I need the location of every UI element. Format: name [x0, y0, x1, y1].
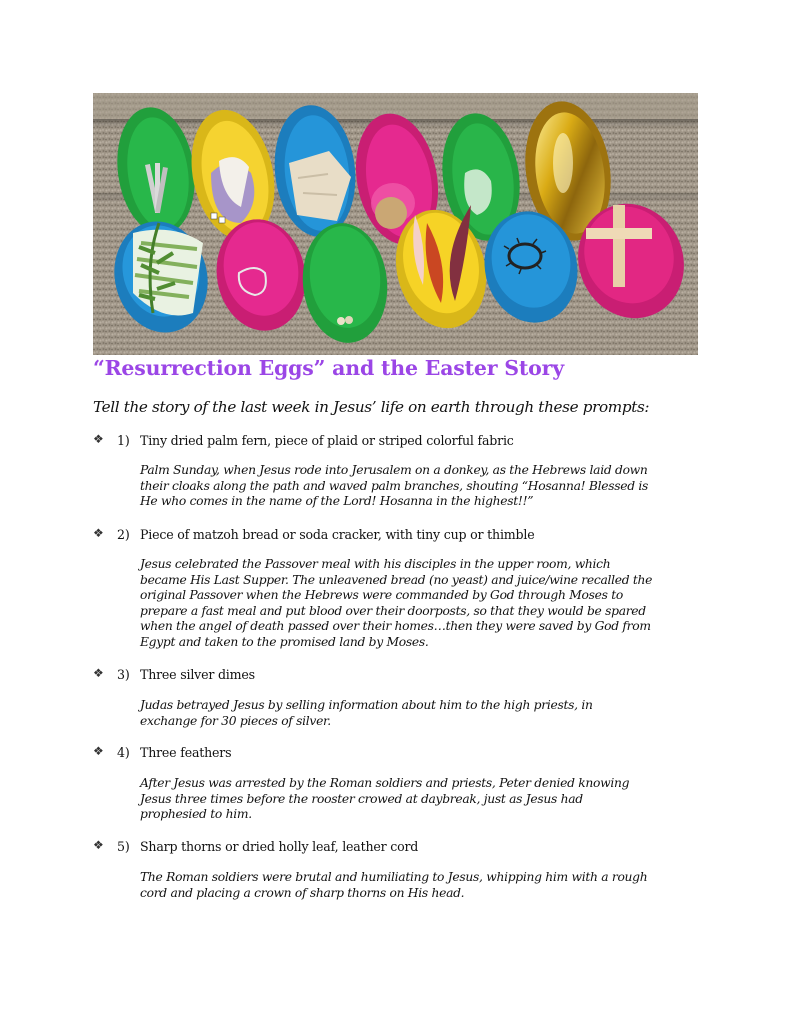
item-label: Sharp thorns or dried holly leaf, leather cord: [140, 839, 419, 854]
item-number: 1): [117, 433, 130, 448]
resurrection-eggs-photo: [93, 93, 698, 355]
description-line: Egypt and taken to the promised land by Moses.: [140, 634, 429, 649]
prompt-item-header: [93, 745, 713, 765]
page-title: “Resurrection Eggs” and the Easter Story: [93, 356, 564, 380]
prompt-item: [93, 432, 713, 509]
diamond-bullet-icon: ❖: [93, 526, 104, 540]
diamond-bullet-icon: ❖: [93, 744, 104, 758]
item-description: [140, 557, 705, 651]
item-label: Piece of matzoh bread or soda cracker, with tiny cup or thimble: [140, 527, 535, 542]
item-number: 5): [117, 839, 130, 854]
item-number: 3): [117, 667, 130, 682]
prompt-item: [93, 744, 713, 822]
description-line: exchange for 30 pieces of silver.: [140, 713, 331, 728]
diamond-bullet-icon: ❖: [93, 666, 104, 680]
item-number: 2): [117, 527, 130, 542]
diamond-bullet-icon: ❖: [93, 838, 104, 852]
description-line: Palm Sunday, when Jesus rode into Jerusalem on a donkey, as the Hebrews laid down: [140, 463, 648, 477]
description-line: Jesus three times before the rooster crowed at daybreak, just as Jesus had: [140, 791, 583, 806]
prompt-item-header: [93, 839, 713, 859]
description-line: Judas betrayed Jesus by selling information about him to the high priests, in: [140, 698, 593, 712]
description-line: After Jesus was arrested by the Roman soldiers and priests, Peter denied knowing: [140, 776, 630, 790]
eggs-photo-illustration: [93, 93, 698, 355]
description-line: The Roman soldiers were brutal and humiliating to Jesus, whipping him with a rough: [140, 870, 648, 884]
description-line: original Passover when the Hebrews were commanded by God through Moses to: [140, 588, 623, 603]
prompt-item-header: [93, 667, 713, 687]
prompt-item: [93, 526, 713, 649]
item-number: 4): [117, 745, 130, 760]
item-label: Three silver dimes: [140, 667, 255, 682]
item-label: Tiny dried palm fern, piece of plaid or striped colorful fabric: [140, 433, 514, 448]
intro-text: Tell the story of the last week in Jesus’ life on earth through these prompts:: [93, 398, 650, 416]
prompt-item-header: [93, 433, 713, 453]
description-line: Jesus celebrated the Passover meal with his disciples in the upper room, which: [140, 557, 611, 571]
description-line: their cloaks along the path and waved palm branches, shouting “Hosanna! Blessed is: [140, 478, 649, 493]
description-line: cord and placing a crown of sharp thorns on His head.: [140, 885, 465, 900]
description-line: He who comes in the name of the Lord! Hosanna in the highest!!”: [140, 494, 534, 509]
description-line: became His Last Supper. The unleavened bread (no yeast) and juice/wine recalled the: [140, 572, 653, 587]
description-line: when the angel of death passed over their homes…then they were saved by God from: [140, 619, 651, 634]
item-description: [140, 698, 705, 729]
item-description: [140, 776, 705, 823]
item-label: Three feathers: [140, 745, 232, 760]
prompt-item: [93, 666, 713, 728]
prompt-item: [93, 838, 713, 900]
description-line: prophesied to him.: [140, 807, 252, 822]
prompt-item-header: [93, 527, 713, 547]
item-description: [140, 870, 705, 901]
description-line: prepare a fast meal and put blood over their doorposts, so that they would be spared: [140, 603, 646, 618]
item-description: [140, 463, 705, 510]
diamond-bullet-icon: ❖: [93, 432, 104, 446]
